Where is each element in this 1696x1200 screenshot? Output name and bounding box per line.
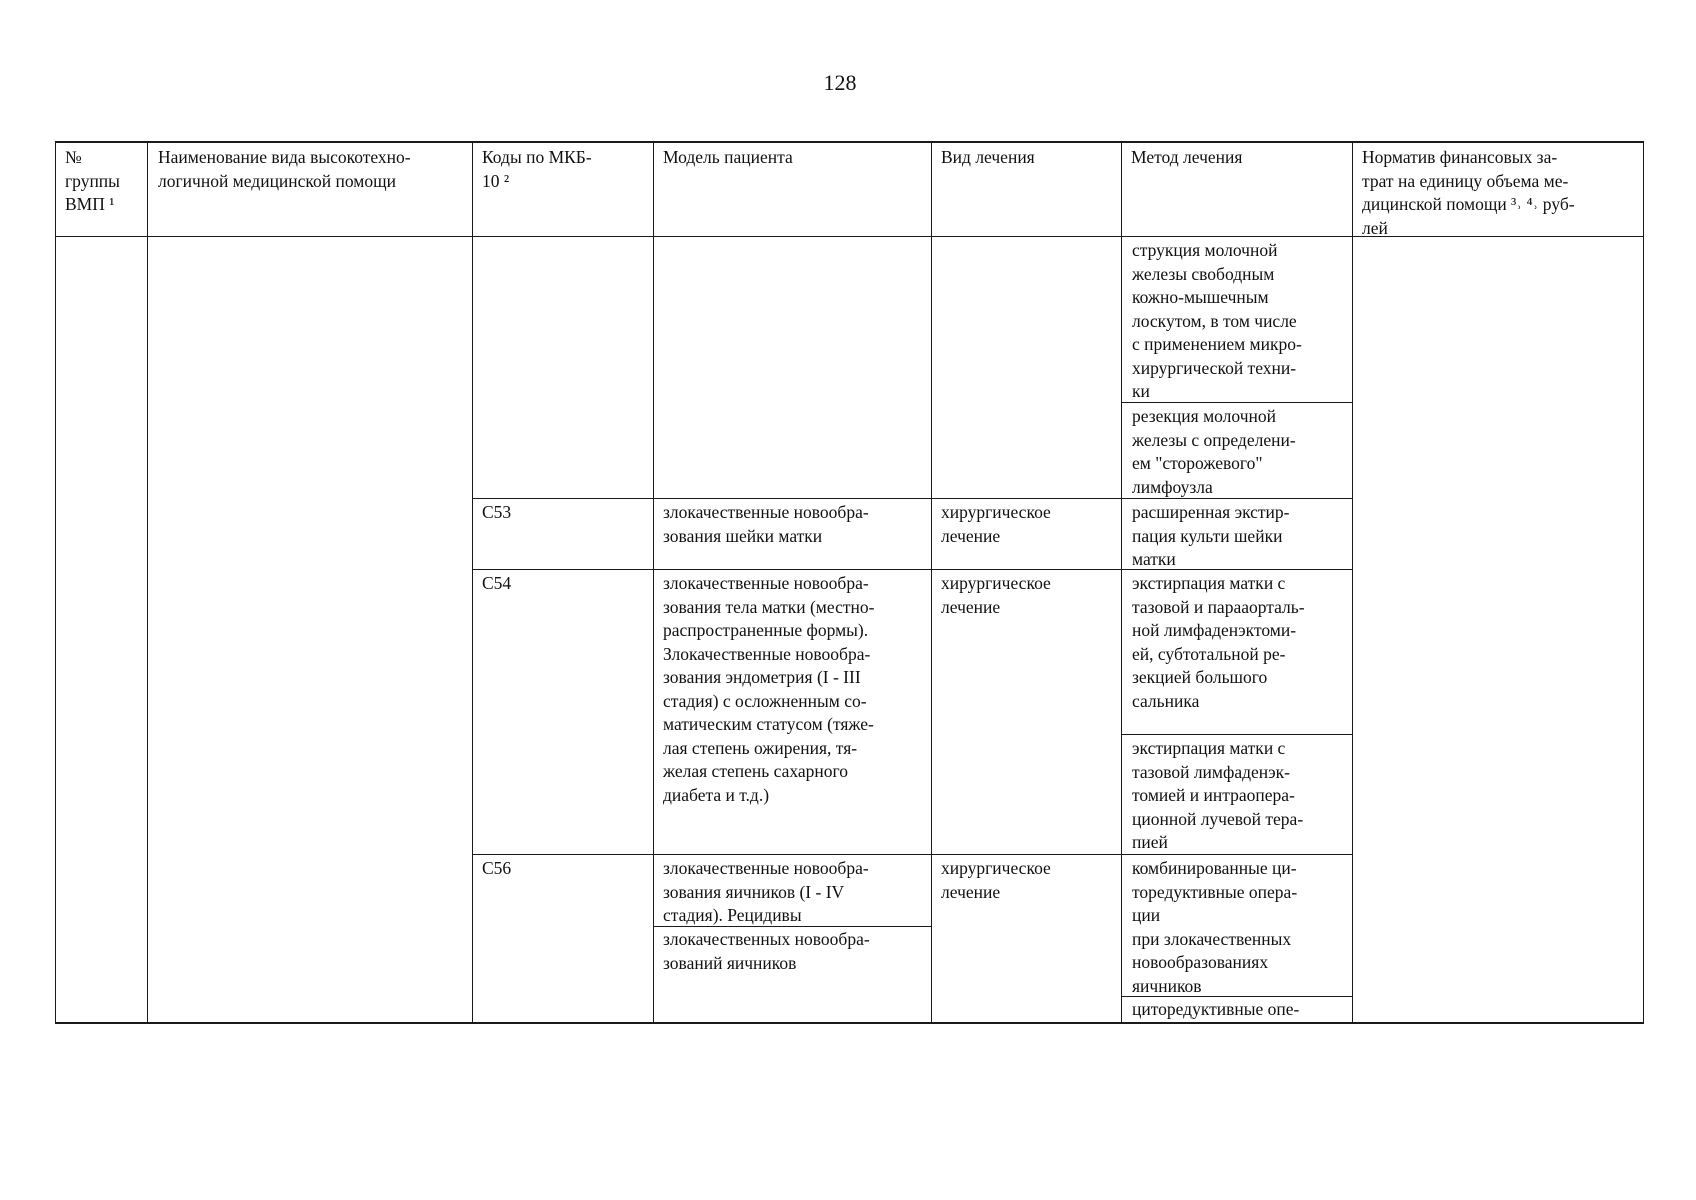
method-c54-radiotherapy: экстирпация матки с тазовой лимфаденэк- томией и интраопера- ционной лучевой тера- пией: [1132, 738, 1304, 852]
header-treatment-method: Метод лечения: [1131, 147, 1243, 167]
icd-code-c53: C53: [482, 502, 512, 522]
page-number: 128: [823, 70, 857, 95]
header-financial-standard: Норматив финансовых за- трат на единицу объема ме- дицинской помощи ³˒ ⁴˒ руб- лей: [1362, 147, 1575, 238]
treatment-c56: хирургическое лечение: [941, 858, 1051, 902]
model-c54: злокачественные новообра- зования тела матки (местно- распространенные формы). Злокачественные новообра- зования эндометрия (I - III стадия) с осложненным со- матическим статусом (тяже- лая степень ожирения, тя- желая степень сахарного диабета и т.д.): [663, 573, 875, 805]
method-c54-paraaortic: экстирпация матки с тазовой и парааорталь- ной лимфаденэктоми- ей, субтотальной ре- зекцией большого сальника: [1132, 573, 1305, 711]
header-treatment-type: Вид лечения: [941, 147, 1035, 167]
header-group-number: № группы ВМП ¹: [65, 147, 120, 214]
treatment-c54: хирургическое лечение: [941, 573, 1051, 617]
method-breast-resection: резекция молочной железы с определени- ем "сторожевого" лимфоузла: [1132, 406, 1296, 497]
icd-code-c56: C56: [482, 858, 512, 878]
model-c56-recurrence: злокачественных новообра- зований яичников: [663, 929, 870, 973]
header-icd-codes: Коды по МКБ- 10 ²: [482, 147, 592, 191]
method-breast-reconstruction: струкция молочной железы свободным кожно-мышечным лоскутом, в том числе с применением микро- хирургической техни- ки: [1132, 240, 1302, 401]
model-c56-primary: злокачественные новообра- зования яичников (I - IV стадия). Рецидивы: [663, 858, 869, 925]
method-c53: расширенная экстир- пация культи шейки матки: [1132, 502, 1290, 569]
treatment-c53: хирургическое лечение: [941, 502, 1051, 546]
header-care-type-name: Наименование вида высокотехно- логичной медицинской помощи: [158, 147, 411, 191]
header-patient-model: Модель пациента: [663, 147, 793, 167]
method-c56-combined: комбинированные ци- торедуктивные опера- ции при злокачественных новообразованиях яичников: [1132, 858, 1298, 996]
icd-code-c54: C54: [482, 573, 512, 593]
model-c53: злокачественные новообра- зования шейки матки: [663, 502, 869, 546]
method-c56-cytoreductive: циторедуктивные опе-: [1132, 999, 1300, 1019]
